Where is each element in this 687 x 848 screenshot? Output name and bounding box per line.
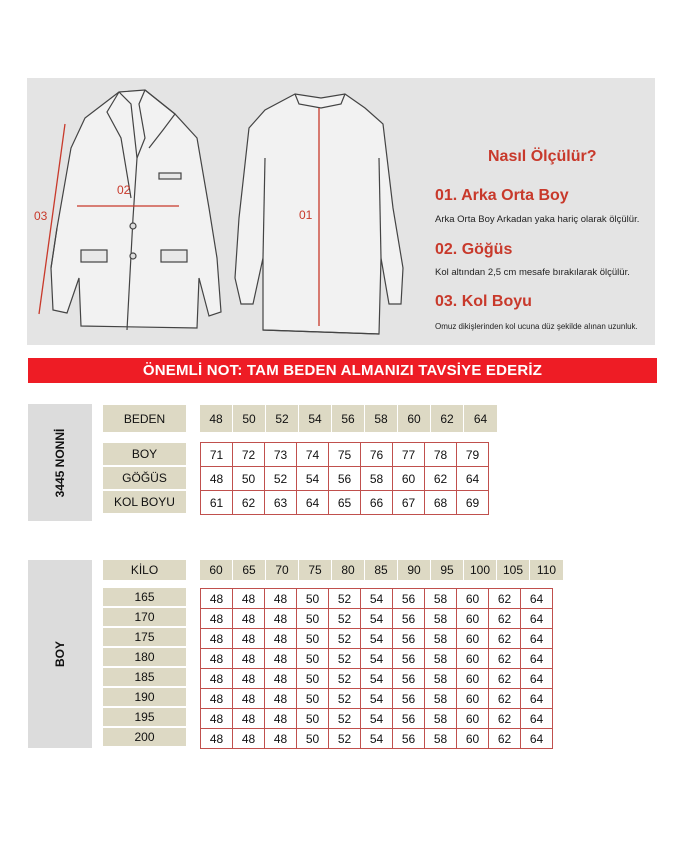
fit-cell: 52	[329, 589, 361, 609]
size-cell: 64	[297, 491, 329, 515]
fit-cell: 48	[265, 649, 297, 669]
fit-cell: 50	[297, 609, 329, 629]
size-header-cell: 50	[233, 405, 266, 432]
fit-cell: 50	[297, 589, 329, 609]
model-code: 3445 NONNİ	[53, 428, 67, 497]
fit-cell: 48	[233, 689, 265, 709]
fit-cell: 48	[265, 729, 297, 749]
size-cell: 54	[297, 467, 329, 491]
size-row-label: KOL BOYU	[103, 491, 186, 515]
fit-cell: 50	[297, 689, 329, 709]
fit-cell: 54	[361, 649, 393, 669]
jacket-illustrations	[27, 78, 655, 345]
fit-cell: 60	[457, 689, 489, 709]
fit-cell: 64	[521, 669, 553, 689]
height-row-label: 165	[103, 588, 186, 608]
weight-header-cell: 70	[266, 560, 299, 580]
fit-cell: 62	[489, 629, 521, 649]
measurement-guide-panel	[27, 78, 655, 345]
fit-cell: 52	[329, 629, 361, 649]
fit-cell: 58	[425, 629, 457, 649]
fit-cell: 64	[521, 729, 553, 749]
fit-cell: 52	[329, 649, 361, 669]
size-cell: 72	[233, 443, 265, 467]
weight-header-cell: 90	[398, 560, 431, 580]
fit-cell: 56	[393, 729, 425, 749]
fit-cell: 48	[233, 589, 265, 609]
front-chest-marker: 02	[117, 183, 131, 197]
step-2-desc: Kol altından 2,5 cm mesafe bırakılarak ölçülür.	[435, 267, 630, 278]
weight-header-cell: 95	[431, 560, 464, 580]
fit-cell: 60	[457, 709, 489, 729]
size-cell: 65	[329, 491, 361, 515]
fit-cell: 62	[489, 669, 521, 689]
size-cell: 62	[233, 491, 265, 515]
table-row	[201, 729, 553, 749]
table-row	[201, 443, 489, 467]
fit-cell: 58	[425, 609, 457, 629]
fit-cell: 52	[329, 609, 361, 629]
fit-cell: 62	[489, 689, 521, 709]
fit-cell: 50	[297, 729, 329, 749]
weight-header-cell: 105	[497, 560, 530, 580]
back-length-marker: 01	[299, 208, 313, 222]
size-header-cell: 52	[266, 405, 299, 432]
fit-cell: 48	[233, 629, 265, 649]
size-header-cell: 48	[200, 405, 233, 432]
size-header-cell: 64	[473, 411, 488, 426]
fit-cell: 50	[297, 669, 329, 689]
fit-cell: 54	[361, 689, 393, 709]
size-cell: 64	[457, 467, 489, 491]
size-row-label: BOY	[103, 443, 186, 467]
table-row	[201, 709, 553, 729]
fit-cell: 48	[233, 669, 265, 689]
weight-header-cell: 65	[233, 560, 266, 580]
size-cell: 52	[265, 467, 297, 491]
size-cell: 74	[297, 443, 329, 467]
size-row-label: GÖĞÜS	[103, 467, 186, 491]
fit-cell: 48	[201, 709, 233, 729]
fit-cell: 58	[425, 689, 457, 709]
fit-cell: 52	[329, 669, 361, 689]
fit-cell: 48	[201, 649, 233, 669]
fit-cell: 48	[201, 729, 233, 749]
fit-cell: 48	[265, 589, 297, 609]
fit-cell: 60	[457, 729, 489, 749]
weight-header-cell: 75	[299, 560, 332, 580]
fit-cell: 60	[457, 609, 489, 629]
step-1-desc: Arka Orta Boy Arkadan yaka hariç olarak ölçülür.	[435, 214, 640, 225]
size-cell: 67	[393, 491, 425, 515]
fit-cell: 58	[425, 729, 457, 749]
fit-cell: 48	[265, 689, 297, 709]
step-2-title: 02. Göğüs	[435, 241, 513, 258]
fit-cell: 48	[201, 589, 233, 609]
fit-cell: 54	[361, 629, 393, 649]
table-row	[201, 669, 553, 689]
size-fit-grid	[200, 588, 553, 749]
fit-cell: 48	[201, 669, 233, 689]
size-cell: 60	[393, 467, 425, 491]
height-row-label: 185	[103, 668, 186, 688]
fit-cell: 58	[425, 649, 457, 669]
step-3-desc: Omuz dikişlerinden kol ucuna düz şekilde alınan uzunluk.	[435, 322, 638, 331]
weight-header-row	[200, 560, 563, 580]
fit-cell: 64	[521, 709, 553, 729]
fit-cell: 58	[425, 669, 457, 689]
fit-cell: 64	[521, 649, 553, 669]
table-row	[201, 491, 489, 515]
fit-cell: 48	[265, 709, 297, 729]
how-to-measure-title: Nasıl Ölçülür?	[488, 148, 597, 165]
size-cell: 58	[361, 467, 393, 491]
front-jacket-drawing	[51, 90, 221, 330]
size-table-side-label	[28, 404, 92, 521]
fit-cell: 48	[201, 689, 233, 709]
fit-cell: 60	[457, 589, 489, 609]
size-measurement-grid	[200, 442, 489, 515]
fit-cell: 58	[425, 709, 457, 729]
fit-cell: 52	[329, 689, 361, 709]
size-cell: 77	[393, 443, 425, 467]
size-cell: 56	[329, 467, 361, 491]
size-header-cell: 58	[365, 405, 398, 432]
fit-cell: 50	[297, 629, 329, 649]
fit-cell: 48	[201, 629, 233, 649]
fit-cell: 50	[297, 649, 329, 669]
important-notice-banner: ÖNEMLİ NOT: TAM BEDEN ALMANIZI TAVSİYE EDERİZ	[28, 358, 657, 383]
front-sleeve-marker: 03	[34, 209, 48, 223]
size-cell: 76	[361, 443, 393, 467]
size-header-cell: 56	[332, 405, 365, 432]
size-header-cell: 60	[398, 405, 431, 432]
weight-header-cell: 110	[536, 563, 557, 577]
step-1-title: 01. Arka Orta Boy	[435, 187, 569, 204]
height-axis-label: BOY	[53, 640, 67, 668]
fit-cell: 48	[233, 609, 265, 629]
size-cell: 62	[425, 467, 457, 491]
size-cell: 78	[425, 443, 457, 467]
fit-cell: 56	[393, 689, 425, 709]
table-row	[201, 609, 553, 629]
table-row	[201, 589, 553, 609]
size-header-row	[200, 405, 497, 432]
size-cell: 75	[329, 443, 361, 467]
table-row	[201, 629, 553, 649]
fit-cell: 48	[233, 729, 265, 749]
size-header-cell: 54	[299, 405, 332, 432]
size-cell: 71	[201, 443, 233, 467]
height-row-label: 200	[103, 728, 186, 748]
fit-cell: 60	[457, 629, 489, 649]
height-row-label: 170	[103, 608, 186, 628]
fit-cell: 56	[393, 649, 425, 669]
size-cell: 50	[233, 467, 265, 491]
fit-cell: 62	[489, 649, 521, 669]
table-row	[201, 689, 553, 709]
fit-cell: 52	[329, 729, 361, 749]
height-row-label: 190	[103, 688, 186, 708]
fit-cell: 56	[393, 669, 425, 689]
fit-cell: 64	[521, 629, 553, 649]
fit-cell: 62	[489, 729, 521, 749]
step-3-title: 03. Kol Boyu	[435, 293, 532, 310]
fit-cell: 56	[393, 589, 425, 609]
table-row	[201, 649, 553, 669]
fit-cell: 48	[265, 669, 297, 689]
weight-header-cell: 100	[464, 560, 497, 580]
fit-cell: 54	[361, 589, 393, 609]
height-row-labels	[103, 588, 186, 748]
fit-cell: 62	[489, 709, 521, 729]
size-cell: 68	[425, 491, 457, 515]
fit-table-side-label	[28, 560, 92, 748]
weight-header-cell: 85	[365, 560, 398, 580]
size-cell: 63	[265, 491, 297, 515]
fit-cell: 52	[329, 709, 361, 729]
fit-cell: 48	[201, 609, 233, 629]
fit-cell: 64	[521, 589, 553, 609]
fit-cell: 62	[489, 589, 521, 609]
size-cell: 69	[457, 491, 489, 515]
fit-cell: 56	[393, 709, 425, 729]
height-row-label: 195	[103, 708, 186, 728]
fit-cell: 48	[265, 609, 297, 629]
fit-cell: 56	[393, 609, 425, 629]
fit-cell: 48	[265, 629, 297, 649]
fit-cell: 64	[521, 689, 553, 709]
size-header-cell: 62	[431, 405, 464, 432]
fit-cell: 54	[361, 669, 393, 689]
fit-cell: 48	[233, 649, 265, 669]
fit-cell: 50	[297, 709, 329, 729]
fit-cell: 48	[233, 709, 265, 729]
fit-cell: 64	[521, 609, 553, 629]
fit-cell: 60	[457, 649, 489, 669]
height-row-label: 175	[103, 628, 186, 648]
table-row	[201, 467, 489, 491]
fit-cell: 60	[457, 669, 489, 689]
size-cell: 79	[457, 443, 489, 467]
weight-header-cell: 80	[332, 560, 365, 580]
fit-cell: 54	[361, 729, 393, 749]
size-header-label: BEDEN	[103, 405, 186, 432]
weight-header-label: KİLO	[103, 560, 186, 580]
size-row-labels	[103, 443, 186, 515]
size-cell: 66	[361, 491, 393, 515]
fit-cell: 56	[393, 629, 425, 649]
height-row-label: 180	[103, 648, 186, 668]
size-cell: 61	[201, 491, 233, 515]
weight-header-cell: 60	[200, 560, 233, 580]
fit-cell: 54	[361, 709, 393, 729]
size-cell: 48	[201, 467, 233, 491]
size-cell: 73	[265, 443, 297, 467]
fit-cell: 54	[361, 609, 393, 629]
fit-cell: 62	[489, 609, 521, 629]
fit-cell: 58	[425, 589, 457, 609]
